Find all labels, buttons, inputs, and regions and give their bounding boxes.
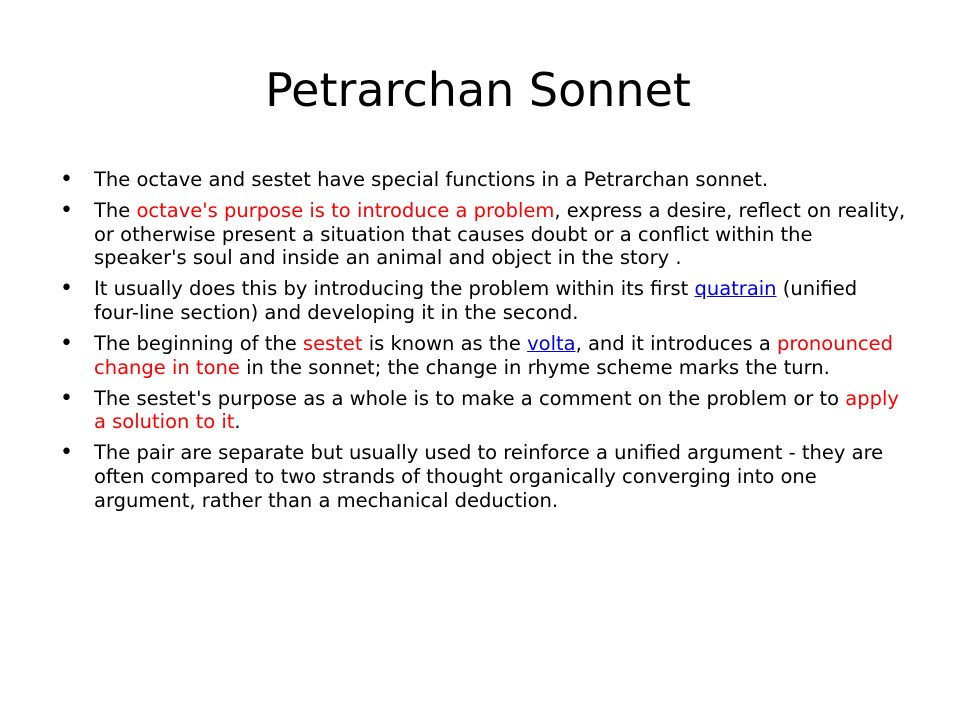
bullet-text: The beginning of the [94,332,303,356]
bullet-text: The pair are separate but usually used to reinforce a unified argument - they are often compared to two strands of thought organically converging into one argument, rather than a mechanical deduction. [94,441,884,512]
bullet-text: . [234,410,241,434]
bullet-item [60,387,908,434]
bullet-icon: • [60,167,73,192]
bullet-text: , express a desire, reflect on reality, or otherwise present a situation that causes doubt or a conflict within the speaker's soul and inside an animal and object in the story . [94,199,906,270]
bullet-icon: • [60,331,73,357]
slide-title: Petrarchan Sonnet [265,63,691,117]
bullet-icon: • [60,440,73,466]
bullet-item [60,441,908,512]
bullet-text: in the sonnet; the change in rhyme scheme marks the turn. [239,355,830,379]
bullet-icon: • [60,276,73,302]
volta-link[interactable]: volta [527,332,576,356]
bullet-text: It usually does this by introducing the problem within its first [94,277,695,301]
bullet-item [60,199,908,270]
bullet-text: The [94,199,137,223]
highlighted-text: apply a solution to it [94,386,899,434]
bullet-icon: • [60,198,73,224]
highlighted-text: octave's purpose is to introduce a problem [136,199,555,223]
bullet-list [60,168,908,520]
bullet-text: is known as the [362,332,528,356]
bullet-text: , and it introduces a [575,332,778,356]
bullet-icon: • [60,385,73,411]
bullet-text: The sestet's purpose as a whole is to make a comment on the problem or to [94,386,846,410]
bullet-item [60,168,908,192]
highlighted-text: sestet [302,332,363,356]
highlighted-text: pronounced change in tone [94,332,894,379]
quatrain-link[interactable]: quatrain [694,277,777,301]
bullet-item [60,277,908,324]
bullet-item [60,332,908,379]
bullet-text: (unified four-line section) and developing it in the second. [94,277,858,324]
bullet-text: The octave and sestet have special functions in a Petrarchan sonnet. [94,168,769,191]
